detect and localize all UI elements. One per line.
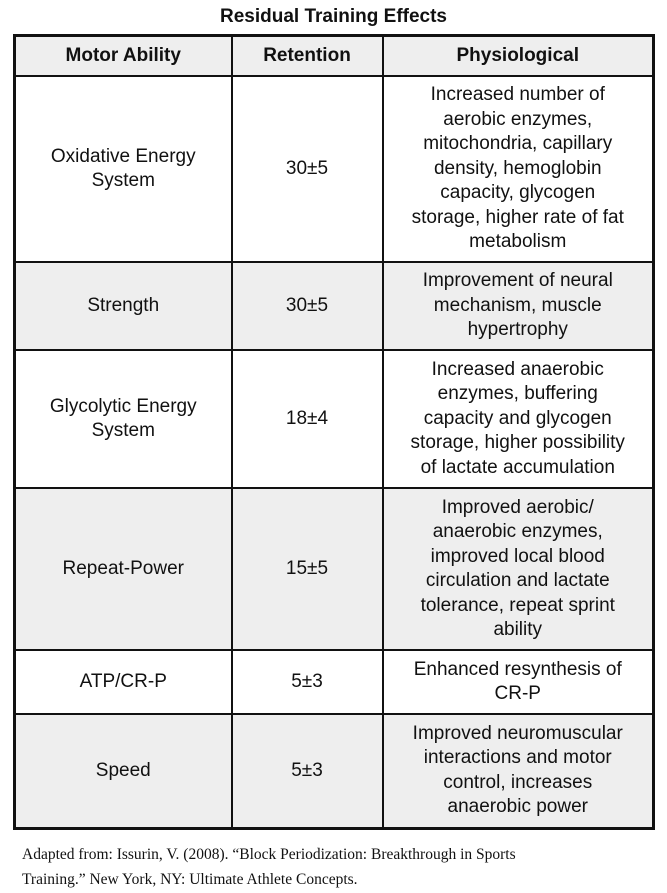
retention-cell: 5±3 [232,714,383,828]
motor-ability-cell: Oxidative Energy System [15,76,232,262]
motor-ability-cell: Repeat-Power [15,488,232,650]
physiological-cell: Improved aerobic/ anaerobic enzymes, improved local blood circulation and lactate tolerance, repeat sprint ability [383,488,654,650]
retention-cell: 18±4 [232,350,383,488]
table-row [15,650,654,714]
retention-cell: 5±3 [232,650,383,714]
table-row [15,488,654,650]
motor-ability-cell: Strength [15,262,232,350]
physiological-cell: Increased number of aerobic enzymes, mitochondria, capillary density, hemoglobin capacity, glycogen storage, higher rate of fat metabolism [383,76,654,262]
physiological-cell: Increased anaerobic enzymes, buffering capacity and glycogen storage, higher possibility of lactate accumulation [383,350,654,488]
table-row [15,714,654,828]
retention-cell: 15±5 [232,488,383,650]
table-row [15,350,654,488]
retention-cell: 30±5 [232,76,383,262]
table-row [15,76,654,262]
physiological-cell: Improved neuromuscular interactions and motor control, increases anaerobic power [383,714,654,828]
table-row [15,262,654,350]
retention-cell: 30±5 [232,262,383,350]
source-citation: Adapted from: Issurin, V. (2008). “Block Periodization: Breakthrough in Sports Training.” New York, NY: Ultimate Athlete Concepts. [22,846,516,888]
physiological-cell: Enhanced resynthesis of CR-P [383,650,654,714]
physiological-cell: Improvement of neural mechanism, muscle hypertrophy [383,262,654,350]
header-retention: Retention [232,36,383,77]
motor-ability-cell: ATP/CR-P [15,650,232,714]
motor-ability-cell: Glycolytic Energy System [15,350,232,488]
header-physiological: Physiological [383,36,654,77]
residual-training-table [13,34,655,830]
motor-ability-cell: Speed [15,714,232,828]
header-row [15,36,654,77]
table-title: Residual Training Effects [220,6,447,27]
header-motor-ability: Motor Ability [15,36,232,77]
